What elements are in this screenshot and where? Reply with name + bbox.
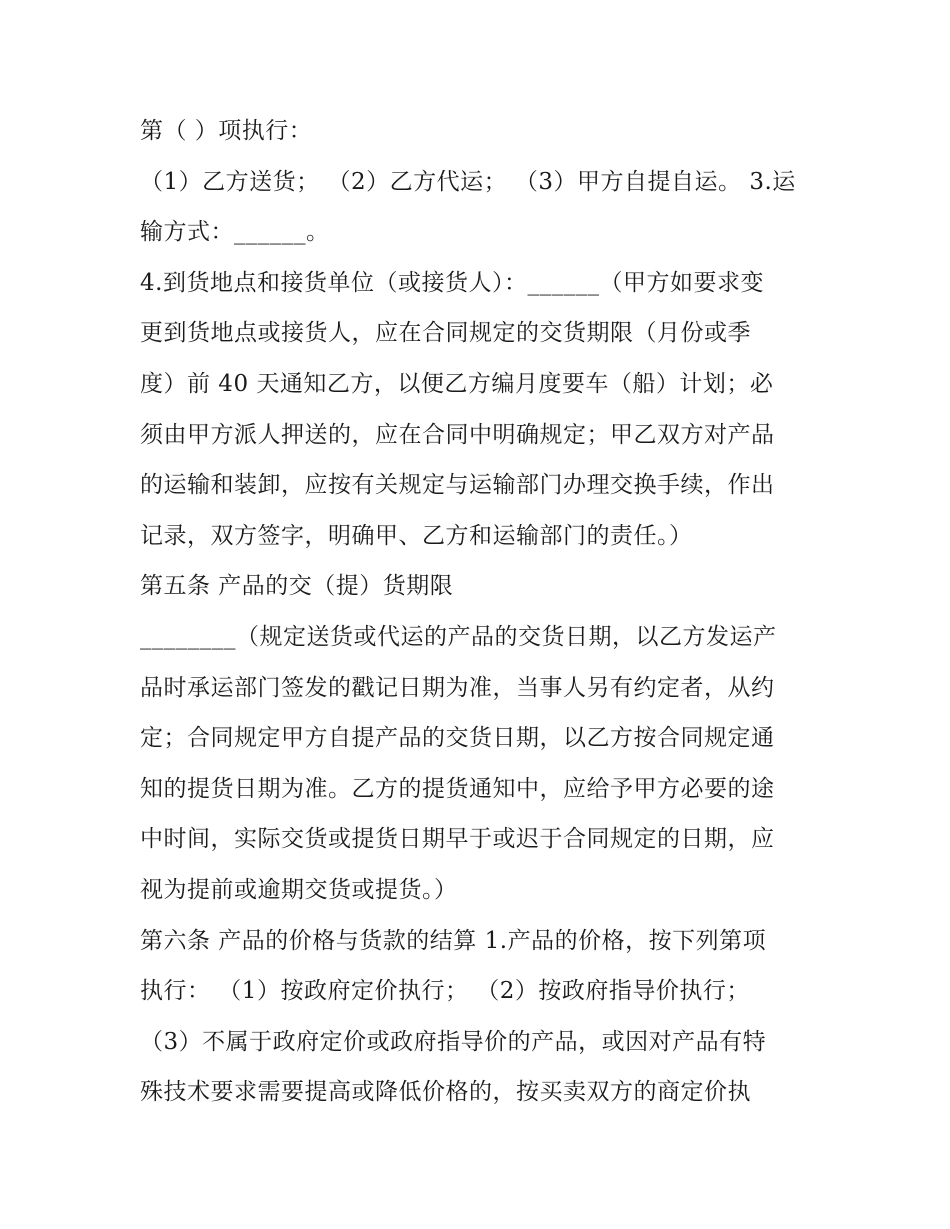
text-line-20: 殊技术要求需要提高或降低价格的，按买卖双方的商定价执 xyxy=(140,1079,751,1106)
text-line-12: 品时承运部门签发的戳记日期为准，当事人另有约定者，从约 xyxy=(140,674,775,701)
text-line-9: 记录，双方签字，明确甲、乙方和运输部门的责任。） xyxy=(140,522,693,549)
text-line-14: 知的提货日期为准。乙方的提货通知中，应给予甲方必要的途 xyxy=(140,775,775,802)
text-line-13: 定；合同规定甲方自提产品的交货日期，以乙方按合同规定通 xyxy=(140,725,775,752)
section-heading-article-5: 第五条 产品的交（提）货期限 xyxy=(140,573,454,600)
text-line-15: 中时间，实际交货或提货日期早于或迟于合同规定的日期，应 xyxy=(140,826,775,853)
text-line-7: 须由甲方派人押送的，应在合同中明确规定；甲乙双方对产品 xyxy=(140,421,775,448)
text-line-1: 第（ ）项执行： xyxy=(140,118,313,144)
text-line-19: （3）不属于政府定价或政府指导价的产品，或因对产品有特 xyxy=(140,1028,767,1055)
document-body xyxy=(140,106,815,1118)
text-line-4: 4.到货地点和接货单位（或接货人）：______（甲方如要求变 xyxy=(140,269,764,296)
text-line-18: 执行： （1）按政府定价执行； （2）按政府指导价执行； xyxy=(140,978,750,1005)
text-line-11: ________（规定送货或代运的产品的交货日期，以乙方发运产 xyxy=(140,623,777,650)
text-line-3: 输方式：______。 xyxy=(140,219,330,246)
text-line-6: 度）前 40 天通知乙方，以便乙方编月度要车（船）计划；必 xyxy=(140,370,774,397)
section-heading-article-6: 第六条 产品的价格与货款的结算 1.产品的价格，按下列第项 xyxy=(140,927,767,954)
text-line-2: （1）乙方送货； （2）乙方代运； （3）甲方自提自运。 3.运 xyxy=(140,168,796,195)
text-line-8: 的运输和装卸，应按有关规定与运输部门办理交换手续，作出 xyxy=(140,472,775,499)
text-line-16: 视为提前或逾期交货或提货。） xyxy=(140,876,458,903)
text-line-5: 更到货地点或接货人，应在合同规定的交货期限（月份或季 xyxy=(140,320,751,347)
